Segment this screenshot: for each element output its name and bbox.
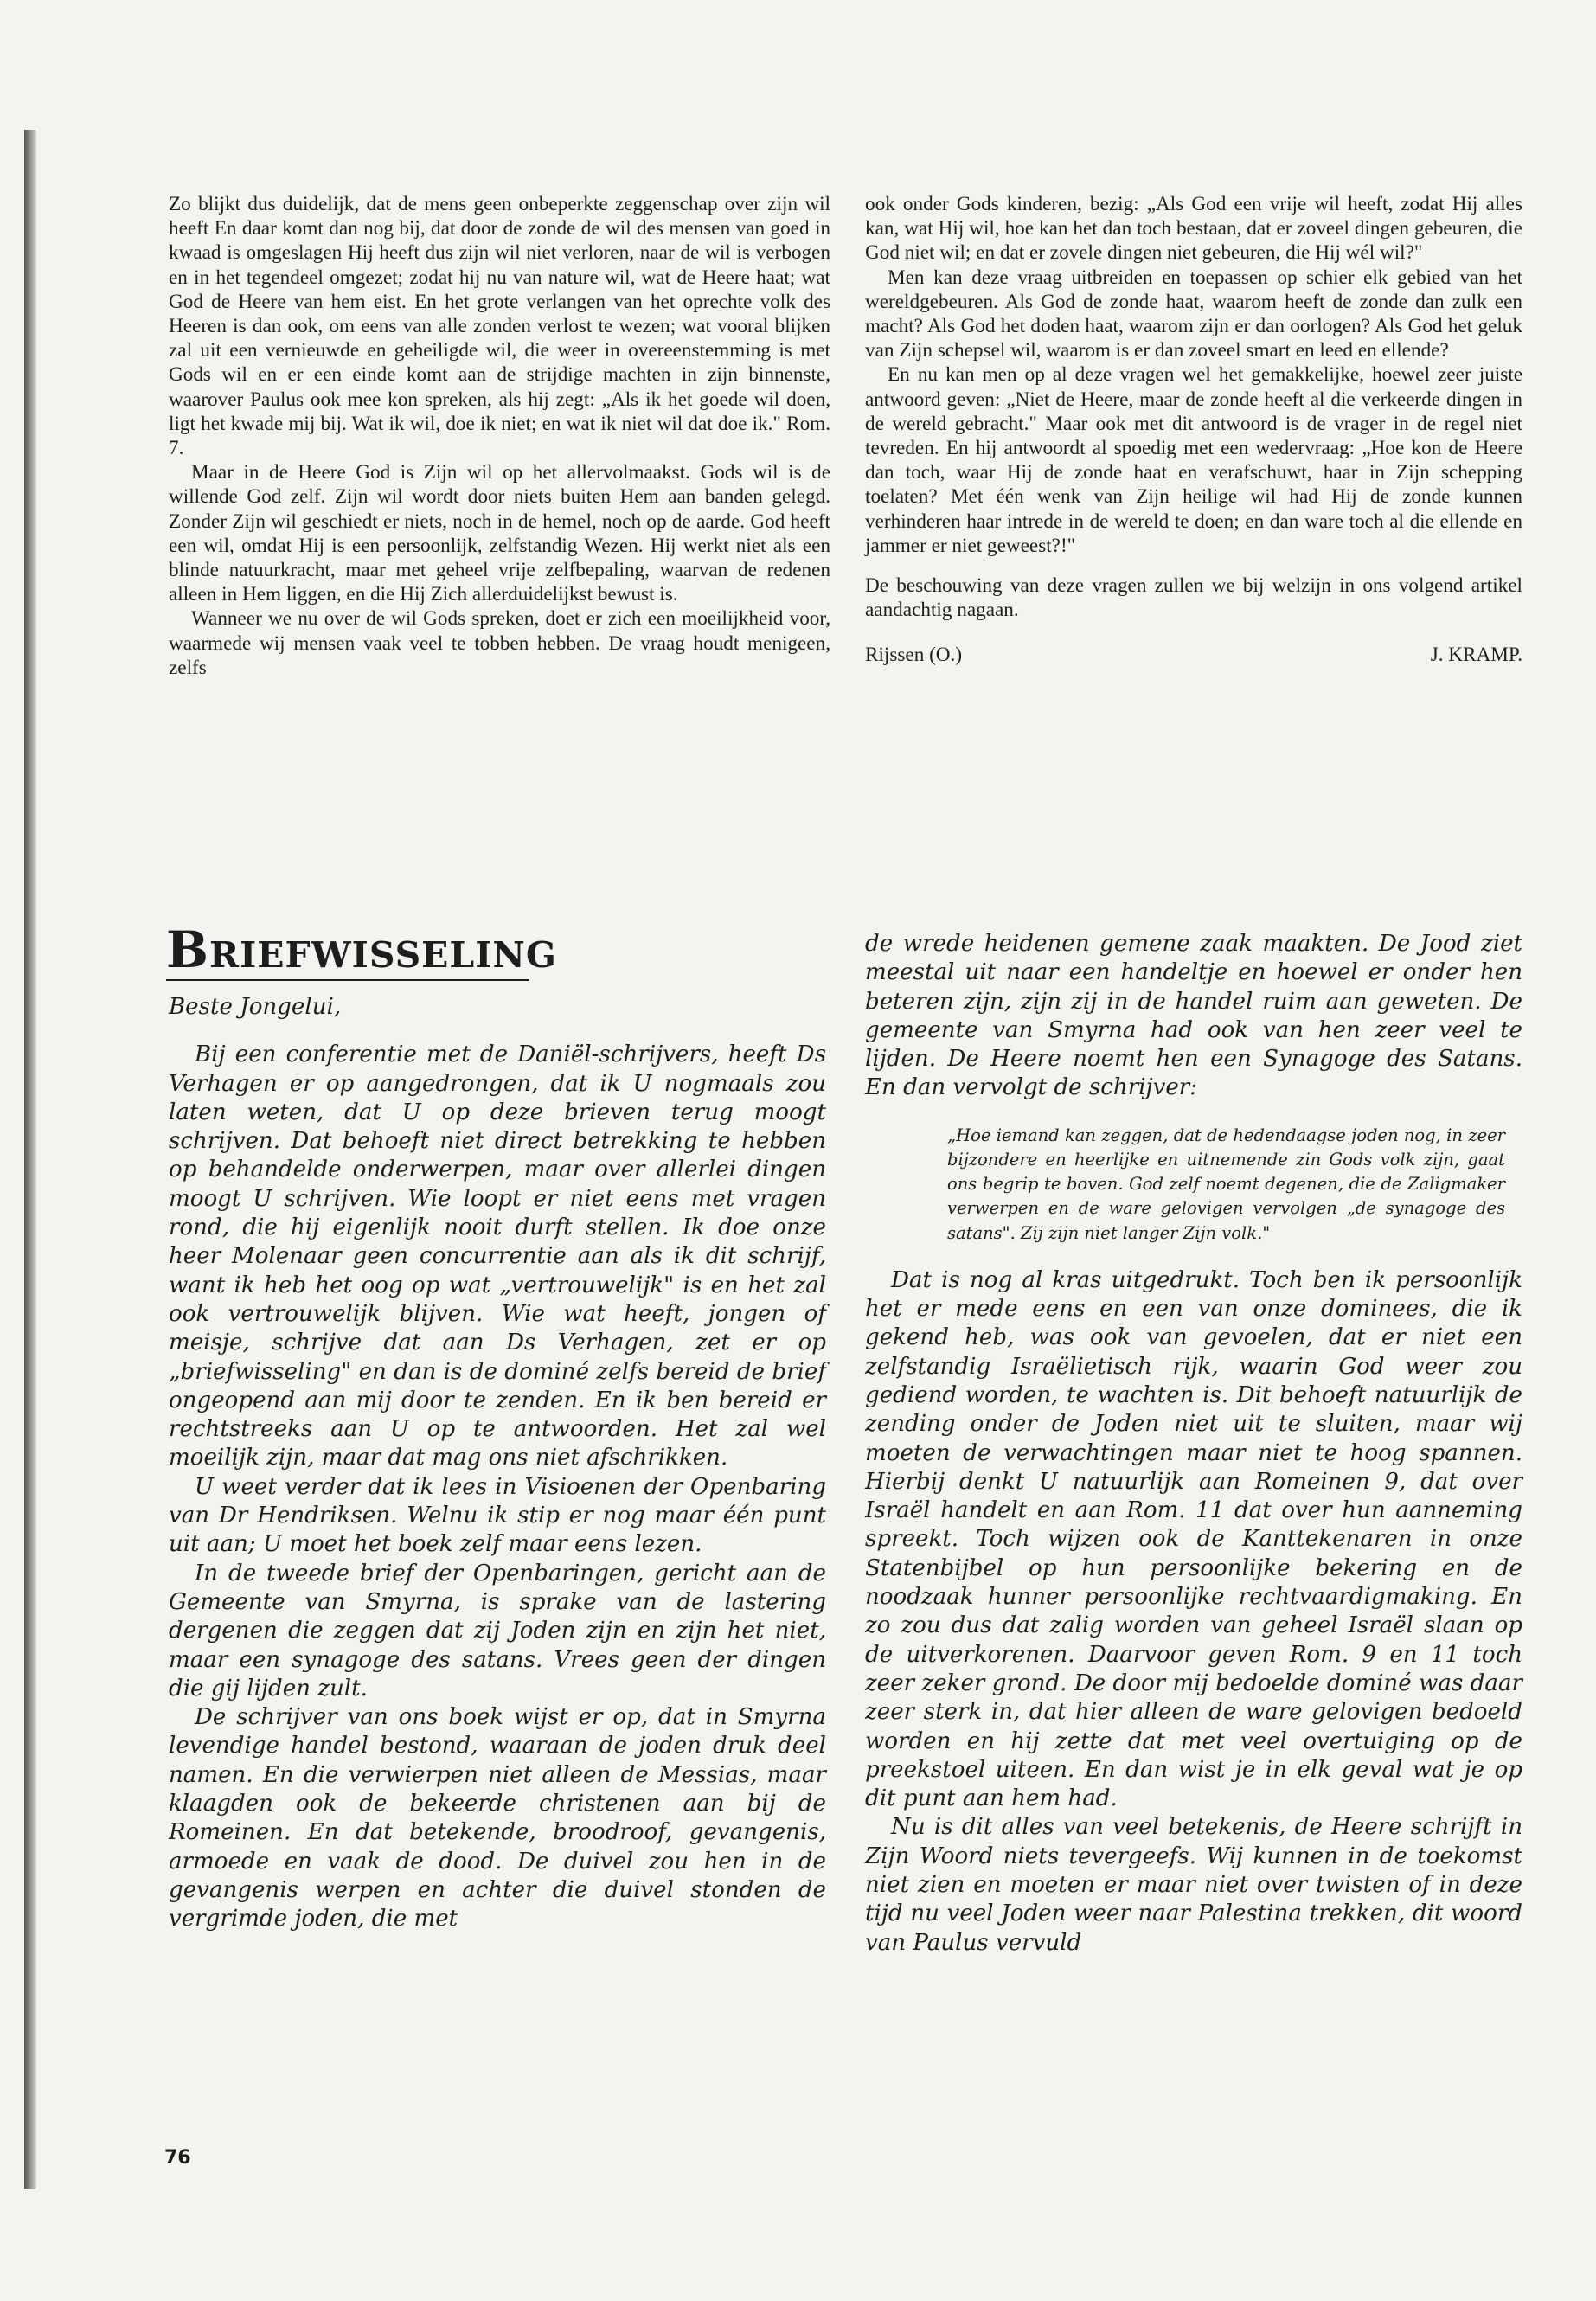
article-paragraph: En nu kan men op al deze vragen wel het gemakkelijke, hoewel zeer juiste antwoord geven: „Niet de Heere, maar de zonde heeft al die verkeerde dingen in de wereld gebracht." Maar ook met dit antwoord is de vrager in de regel niet tevreden. En hij antwoordt al spoedig met een wedervraag: „Hoe kon de Heere dan toch, waar Hij de zonde haat en verafschuwt, haar in Zijn schepping toelaten? Met één wenk van Zijn heilige wil had Hij de zonde kunnen verhinderen haar intrede in de wereld te doen; en dan ware toch al die ellende en jammer er niet geweest?!" <box>865 363 1522 557</box>
letter-paragraph: de wrede heidenen gemene zaak maakten. De Jood ziet meestal uit naar een handeltje en hoewel er onder hen beteren zijn, zijn zij in de handel ruim aan geweten. De gemeente van Smyrna had ook van hen zeer veel te lijden. De Heere noemt hen een Synagoge des Satans. En dan vervolgt de schrijver: <box>865 931 1522 1101</box>
letter-left-column <box>169 993 826 1934</box>
heading-rule <box>166 979 529 981</box>
article-right-column <box>865 192 1522 668</box>
section-heading <box>166 922 824 977</box>
scan-binding-edge <box>24 130 36 2189</box>
section-title: Briefwisseling <box>166 920 557 979</box>
article-paragraph: Zo blijkt dus duidelijk, dat de mens geen onbeperkte zeggenschap over zijn wil heeft En daar komt dan nog bij, dat door de zonde de wil des mensen van goed in kwaad is omgeslagen Hij heeft dus zijn wil niet verloren, naar de wil is verbogen en in het tegendeel omgezet; zodat hij nu van nature wil, wat de Heere haat; wat God de Heere van hem eist. En het grote verlangen van het oprechte volk des Heeren is dan ook, om eens van alle zonden verlost te wezen; wat vooral blijken zal uit een vernieuwde en geheiligde wil, die weer in overeenstemming is met Gods wil en er een einde komt aan de strijdige machten in zijn binnenste, waarover Paulus ook mee kon spreken, als hij zegt: „Als ik het goede wil doen, ligt het kwade mij bij. Wat ik wil, doe ik niet; en wat ik niet wil dat doe ik." Rom. 7. <box>169 193 830 460</box>
salutation: Beste Jongelui, <box>169 994 342 1020</box>
article-paragraph: Men kan deze vraag uitbreiden en toepassen op schier elk gebied van het wereldgebeuren. Als God de zonde haat, waarom heeft de zonde dan zulk een macht? Als God het doden haat, waarom zijn er dan oorlogen? Als God het geluk van Zijn schepsel wil, waarom is er dan zoveel smart en leed en ellende? <box>865 266 1522 362</box>
letter-paragraph: Bij een conferentie met de Daniël-schrijvers, heeft Ds Verhagen er op aangedrongen, dat ik U nogmaals zou laten weten, dat U op deze brieven terug moogt schrijven. Dat behoeft niet direct betrekking te hebben op behandelde onderwerpen, maar over allerlei dingen moogt U schrijven. Wie loopt er niet eens met vragen rond, die hij eigenlijk nooit durft stellen. Ik doe onze heer Molenaar geen concurrentie aan als ik dit schrijf, want ik heb het oog op wat „vertrouwelijk" is en het zal ook vertrouwelijk blijven. Wie wat heeft, jongen of meisje, schrijve dat aan Ds Verhagen, zet er op „briefwisseling" en dan is de dominé zelfs bereid de brief ongeopend aan mij door te zenden. En ik ben bereid er rechtstreeks aan U op te antwoorden. Het zal wel moeilijk zijn, maar dat mag ons niet afschrikken. <box>169 1042 826 1471</box>
letter-paragraph: De schrijver van ons boek wijst er op, dat in Smyrna levendige handel bestond, waaraan de joden druk deel namen. En die verwierpen niet alleen de Messias, maar klaagden ook de bekeerde christenen aan bij de Romeinen. En dat betekende, broodroof, gevangenis, armoede en vaak de dood. De duivel zou hen in de gevangenis werpen en achter die duivel stonden de vergrimde joden, die met <box>169 1704 826 1932</box>
letter-paragraph: Nu is dit alles van veel betekenis, de Heere schrijft in Zijn Woord niets tevergeefs. Wij kunnen in de toekomst niet zien en moeten er maar niet over twisten of in deze tijd nu veel Joden weer naar Palestina trekken, dit woord van Paulus vervuld <box>865 1814 1522 1956</box>
article-paragraph: De beschouwing van deze vragen zullen we bij welzijn in ons volgend artikel aandachtig nagaan. <box>865 574 1522 622</box>
block-quote: „Hoe iemand kan zeggen, dat de hedendaagse joden nog, in zeer bijzondere en heerlijke en uitnemende zin Gods volk zijn, gaat ons begrip te boven. God zelf noemt degenen, die de Zaligmaker verwerpen en de ware gelovigen vervolgen „de synagoge des satans". Zij zijn niet langer Zijn volk." <box>947 1125 1505 1243</box>
signature-place: Rijssen (O.) <box>865 644 963 667</box>
letter-right-column <box>865 930 1522 1958</box>
article-paragraph: Wanneer we nu over de wil Gods spreken, doet er zich een moeilijkheid voor, waarmede wij mensen vaak veel te tobben hebben. De vraag houdt menigeen, zelfs <box>169 607 830 679</box>
article-paragraph: Maar in de Heere God is Zijn wil op het allervolmaakst. Gods wil is de willende God zelf. Zijn wil wordt door niets buiten Hem aan banden gelegd. Zonder Zijn wil geschiedt er niets, noch in de hemel, noch op de aarde. God heeft een wil, omdat Hij is een persoonlijk, zelfstandig Wezen. Hij werkt niet als een blinde natuurkracht, maar met geheel vrije zelfbepaling, waarvan de redenen alleen in Hem liggen, en die Hij Zich allerduidelijkst bewust is. <box>169 461 830 606</box>
article-signature <box>865 643 1522 667</box>
letter-paragraph: In de tweede brief der Openbaringen, gericht aan de Gemeente van Smyrna, is sprake van de lastering dergenen die zeggen dat zij Joden zijn en zijn het niet, maar een synagoge des satans. Vrees geen der dingen die gij lijden zult. <box>169 1560 826 1702</box>
page-number: 76 <box>164 2147 191 2169</box>
article-left-column <box>169 192 830 680</box>
article-paragraph: ook onder Gods kinderen, bezig: „Als God een vrije wil heeft, zodat Hij alles kan, wat Hij wil, hoe kan het dan toch bestaan, dat er zoveel dingen gebeuren, die God niet wil; en dat er zovele dingen niet gebeuren, die Hij wél wil?" <box>865 193 1522 265</box>
letter-paragraph: Dat is nog al kras uitgedrukt. Toch ben ik persoonlijk het er mede eens en een van onze dominees, die ik gekend heb, was ook van gevoelen, dat er niet een zelfstandig Israëlietisch rijk, waarin God weer zou gediend worden, te wachten is. Dit behoeft natuurlijk de zending onder de Joden niet uit te sluiten, maar wij moeten de verwachtingen maar niet te hoog spannen. Hierbij denkt U natuurlijk aan Romeinen 9, dat over Israël handelt en aan Rom. 11 dat over hun aanneming spreekt. Toch wijzen ook de Kanttekenaren in onze Statenbijbel op hun persoonlijke bekering en de noodzaak hunner persoonlijke rechtvaardigmaking. En zo zou dus dat zalig worden van geheel Israël slaan op de uitverkorenen. Daarvoor geven Rom. 9 en 11 toch zeer zeker grond. De door mij bedoelde dominé was daar zeer sterk in, dat hier alleen de ware gelovigen bedoeld worden en hij zette dat met veel overtuiging op de preekstoel uiteen. En dan wist je in elk geval wat je op dit punt aan hem had. <box>865 1266 1522 1812</box>
letter-paragraph: U weet verder dat ik lees in Visioenen der Openbaring van Dr Hendriksen. Welnu ik stip er nog maar één punt uit aan; U moet het boek zelf maar eens lezen. <box>169 1473 826 1558</box>
signature-author: J. KRAMP. <box>1430 644 1522 667</box>
